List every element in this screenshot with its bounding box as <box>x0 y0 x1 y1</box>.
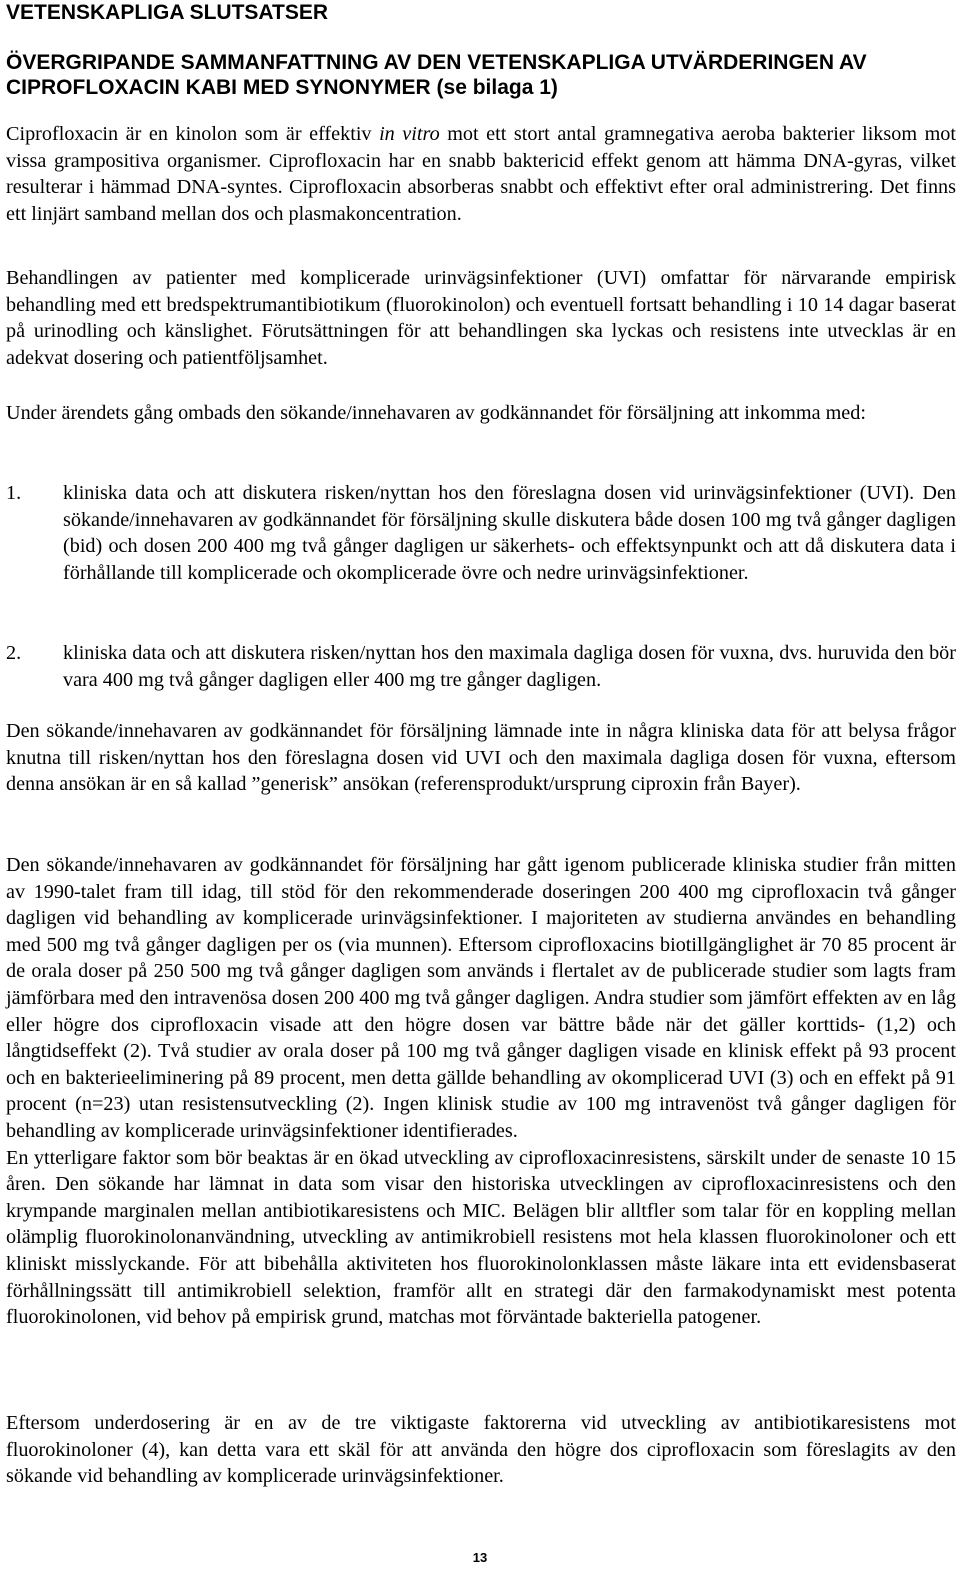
page-number: 13 <box>472 1550 488 1565</box>
paragraph-treatment: Behandlingen av patienter med komplicerade urinvägsinfektioner (UVI) omfattar för närvarande empirisk behandling med ett bredspektrumantibiotikum (fluorokinolon) och eventuell fortsatt behandling i 10 14 dagar baserat på urinodling och känslighet. Förutsättningen för att behandlingen ska lyckas och resistens inte utvecklas är en adekvat dosering och patientföljsamhet. <box>6 267 956 369</box>
list-item-text: kliniska data och att diskutera risken/nyttan hos den maximala dagliga dosen för vuxna, dvs. huruvida den bör vara 400 mg två gånger dagligen eller 400 mg tre gånger dagligen. <box>63 642 956 691</box>
paragraph-intro <box>6 121 956 227</box>
list-item <box>6 640 956 693</box>
paragraph-intro-pre: Ciprofloxacin är en kinolon som är effektiv <box>6 123 380 145</box>
paragraph-resistance: En ytterligare faktor som bör beaktas är en ökad utveckling av ciprofloxacinresistens, särskilt under de senaste 10 15 åren. Den sökande har lämnat in data som visar den historiska utvecklingen av ciprofloxacinresistens och den krympande marginalen mellan antibiotikaresistens och MIC. Belägen blir alltfler som talar för en koppling mellan olämplig fluorokinolonanvändning, utveckling av antimikrobiell resistens mot hela klassen fluorokinoloner och ett kliniskt misslyckande. För att bibehålla aktiviteten hos fluorokinolonklassen måste läkare inta ett evidensbaserat förhållningssätt till antimikrobiell selektion, framför allt en strategi där den farmakodynamiskt mest potenta fluorokinolonen, vid behov på empirisk grund, matchas mot förväntade bakteriella patogener. <box>6 1146 956 1329</box>
paragraph-intro-post: mot ett stort antal gramnegativa aeroba bakterier liksom mot vissa grampositiva organismer. Ciprofloxacin har en snabb baktericid effekt genom att hämma DNA-gyras, vilket resulterar i hämmad DNA-syntes. Ciprofloxacin absorberas snabbt och effektivt efter oral administrering. Det finns ett linjärt samband mellan dos och plasmakoncentration. <box>6 123 956 225</box>
section-heading: VETENSKAPLIGA SLUTSATSER <box>6 1 329 24</box>
paragraph-request: Under ärendets gång ombads den sökande/innehavaren av godkännandet för försäljning att inkomma med: <box>6 402 866 424</box>
paragraph-literature-block <box>6 852 956 1331</box>
list-item <box>6 480 956 586</box>
paragraph-intro-italic: in vitro <box>379 123 440 145</box>
paragraph-literature: Den sökande/innehavaren av godkännandet för försäljning har gått igenom publicerade kliniska studier från mitten av 1990-talet fram till idag, till stöd för den rekommenderade doseringen 200 400 mg ciprofloxacin två gånger dagligen vid behandling av komplicerade urinvägsinfektioner. I majoriteten av studierna användes en behandling med 500 mg två gånger dagligen per os (via munnen). Eftersom ciprofloxacins biotillgänglighet är 70 85 procent är de orala doser på 250 500 mg två gånger dagligen som används i flertalet av de publicerade studier som lagts fram jämförbara med den intravenösa dosen 200 400 mg två gånger dagligen. Andra studier som jämfört effekten av en låg eller högre dos ciprofloxacin visade att den högre dosen var bättre både när det gäller korttids- (1,2) och långtidseffekt (2). Två studier av orala doser på 100 mg två gånger dagligen visade en klinisk effekt på 93 procent och en bakterieeliminering på 89 procent, men detta gällde behandling av okomplicerad UVI (3) och en effekt på 91 procent (n=23) utan resistensutveckling (2). Ingen klinisk studie av 100 mg intravenöst två gånger dagligen för behandling av komplicerade urinvägsinfektioner identifierades. <box>6 854 956 1142</box>
list-item-text: kliniska data och att diskutera risken/nyttan hos den föreslagna dosen vid urinvägsinfektioner (UVI). Den sökande/innehavaren av godkännandet för försäljning skulle diskutera både dosen 100 mg två gånger dagligen (bid) och dosen 200 400 mg två gånger dagligen ur säkerhets- och effektsynpunkt och att då diskutera data i förhållande till komplicerade och okomplicerade övre och nedre urinvägsinfektioner. <box>63 482 956 584</box>
summary-heading: ÖVERGRIPANDE SAMMANFATTNING AV DEN VETENSKAPLIGA UTVÄRDERINGEN AV CIPROFLOXACIN KABI MED SYNONYMER (se bilaga 1) <box>6 51 867 99</box>
paragraph-conclusion: Eftersom underdosering är en av de tre viktigaste faktorerna vid utveckling av antibiotikaresistens mot fluorokinoloner (4), kan detta vara ett skäl för att använda den högre dos ciprofloxacin som föreslagits av den sökande vid behandling av komplicerade urinvägsinfektioner. <box>6 1412 956 1488</box>
list-item-number: 2. <box>6 642 22 664</box>
paragraph-no-data: Den sökande/innehavaren av godkännandet för försäljning lämnade inte in några kliniska data för att belysa frågor knutna till risken/nyttan hos den föreslagna dosen vid UVI och den maximala dagliga dosen för vuxna, eftersom denna ansökan är en så kallad ”generisk” ansökan (referensprodukt/ursprung ciproxin från Bayer). <box>6 720 956 796</box>
list-item-number: 1. <box>6 482 22 504</box>
